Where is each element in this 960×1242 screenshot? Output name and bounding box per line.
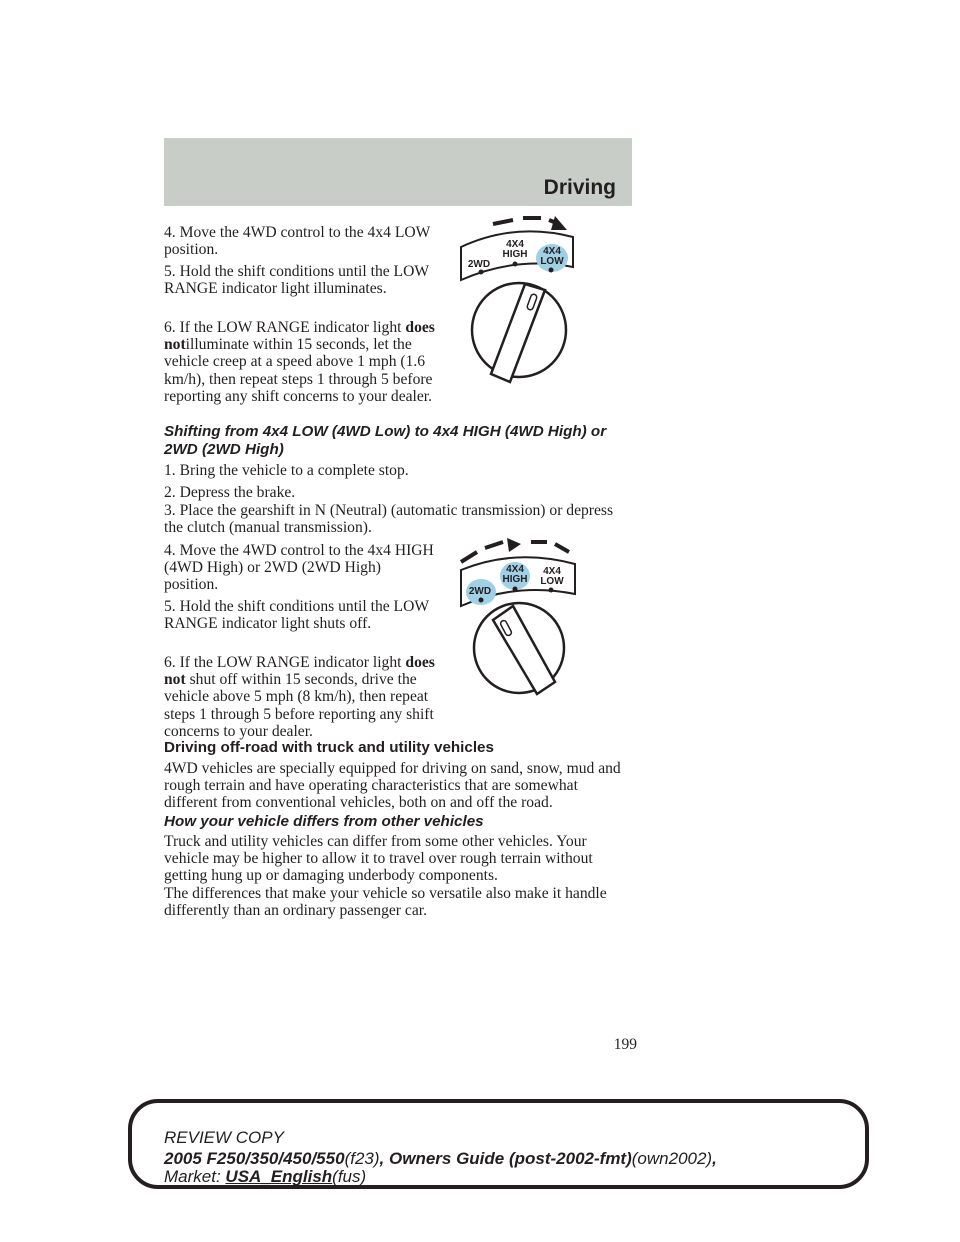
paragraph-4wd-vehicles: 4WD vehicles are specially equipped for driving on sand, snow, mud and rough terrain and have operating characteristics that are somewhat different from conventional vehicles, both on and off the road. <box>164 760 621 812</box>
dial2-dot-2wd <box>479 598 484 603</box>
section-heading-offroad: Driving off-road with truck and utility vehicles <box>164 739 494 756</box>
dial2-label-high-1: 4X4 <box>506 564 524 575</box>
4wd-dial-low-illustration <box>455 212 585 392</box>
dial2-dot-low <box>549 588 554 593</box>
dial2-arrow-dash-4 <box>555 544 569 552</box>
section-heading-differs: How your vehicle differs from other vehicles <box>164 813 484 830</box>
review-copy-label: REVIEW COPY <box>164 1128 284 1147</box>
step-6-high-bold: does not <box>164 654 435 689</box>
step-6-low-bold: does not <box>164 319 435 354</box>
dial2-label-2wd: 2WD <box>468 586 492 597</box>
dial2-arrow-head <box>507 538 521 552</box>
paragraph-differences: The differences that make your vehicle so versatile also make it handle differently than an ordinary passenger car. <box>164 885 607 920</box>
dial2-label-low-1: 4X4 <box>543 566 561 577</box>
dial2-arrow-dash-1 <box>461 552 477 562</box>
dial2-label-high-2: HIGH <box>502 574 528 585</box>
step-4-low: 4. Move the 4WD control to the 4x4 LOW position. <box>164 224 431 259</box>
dial1-arrow-head <box>551 216 567 230</box>
section-heading-shifting: Shifting from 4x4 LOW (4WD Low) to 4x4 HIGH (4WD High) or 2WD (2WD High) <box>164 423 607 458</box>
step-6-low <box>164 319 436 405</box>
review-guide: Owners Guide (post-2002-fmt) <box>389 1149 632 1168</box>
section-header-band <box>164 138 632 206</box>
step-1: 1. Bring the vehicle to a complete stop. <box>164 462 409 479</box>
dial2-dot-high <box>513 587 518 592</box>
review-guide-code: (own2002) <box>631 1149 713 1168</box>
review-sep: , <box>379 1149 385 1168</box>
dial1-label-high-2: HIGH <box>502 249 528 260</box>
step-5-high: 5. Hold the shift conditions until the LOW RANGE indicator light shuts off. <box>164 598 429 633</box>
review-market-label: Market: <box>164 1167 221 1186</box>
step-6-high <box>164 654 436 740</box>
dial1-label-low-1: 4X4 <box>543 246 561 257</box>
review-copy-market-line <box>164 1167 366 1186</box>
step-6-high-rest: shut off within 15 seconds, drive the vehicle above 5 mph (8 km/h), then repeat steps 1 through 5 before reporting any shift concerns to your dealer. <box>164 671 434 740</box>
section-title: Driving <box>543 176 616 199</box>
review-model: 2005 F250/350/450/550 <box>164 1149 345 1168</box>
dial2-arrow-dash-2 <box>485 542 503 548</box>
dial1-arrow-dash-1 <box>493 220 513 224</box>
dial1-dot-high <box>513 262 518 267</box>
step-6-low-prefix: 6. If the LOW RANGE indicator light <box>164 319 402 336</box>
step-6-low-rest: illuminate within 15 seconds, let the vehicle creep at a speed above 1 mph (1.6 km/h), then repeat steps 1 through 5 before reporting any shift concerns to your dealer. <box>164 336 433 405</box>
review-sep-2: , <box>712 1149 717 1168</box>
dial1-label-low-2: LOW <box>540 256 564 267</box>
dial1-label-2wd: 2WD <box>467 259 491 270</box>
step-6-high-prefix: 6. If the LOW RANGE indicator light <box>164 654 402 671</box>
step-4-high: 4. Move the 4WD control to the 4x4 HIGH (4WD High) or 2WD (2WD High) position. <box>164 542 434 594</box>
dial1-label-high-1: 4X4 <box>506 239 524 250</box>
page-number: 199 <box>613 1036 637 1053</box>
dial2-label-low-2: LOW <box>540 576 564 587</box>
paragraph-truck-utility: Truck and utility vehicles can differ from some other vehicles. Your vehicle may be higher to allow it to travel over rough terrain without getting hung up or damaging underbody components. <box>164 833 593 885</box>
step-3: 3. Place the gearshift in N (Neutral) (automatic transmission) or depress the clutch (manual transmission). <box>164 502 614 537</box>
step-2: 2. Depress the brake. <box>164 484 296 501</box>
dial1-dot-low <box>549 268 554 273</box>
review-copy-model-line <box>164 1149 717 1168</box>
4wd-dial-high-illustration <box>455 532 585 704</box>
step-5-low: 5. Hold the shift conditions until the LOW RANGE indicator light illuminates. <box>164 263 429 298</box>
review-market-code: (fus) <box>332 1167 367 1186</box>
review-model-code: (f23) <box>344 1149 380 1168</box>
review-market: USA_English <box>225 1167 333 1186</box>
dial1-dot-2wd <box>479 270 484 275</box>
